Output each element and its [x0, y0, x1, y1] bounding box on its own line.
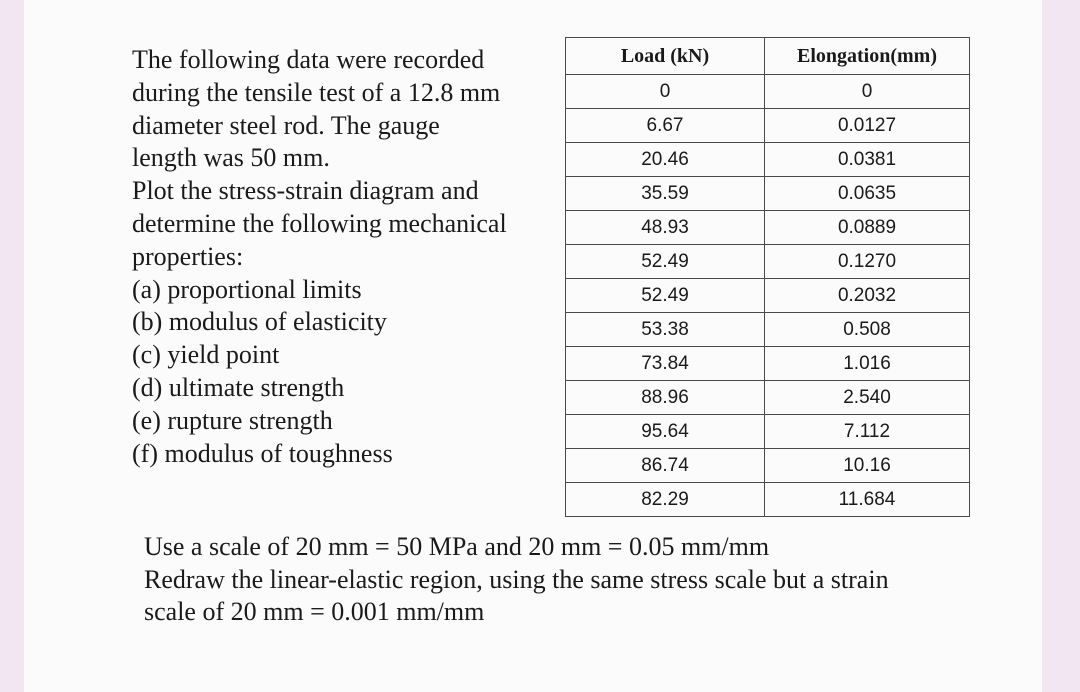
table-row [566, 313, 970, 347]
load-cell: 88.96 [566, 381, 765, 415]
table-row [566, 143, 970, 177]
load-cell: 6.67 [566, 109, 765, 143]
elongation-cell: 0.1270 [765, 245, 970, 279]
table-row [566, 245, 970, 279]
load-cell: 95.64 [566, 415, 765, 449]
table-header-row [566, 38, 970, 75]
elongation-cell: 0.0889 [765, 211, 970, 245]
elongation-cell: 0 [765, 75, 970, 109]
problem-line: The following data were recorded [132, 45, 485, 74]
problem-line: (d) ultimate strength [132, 372, 345, 402]
scale-instructions [144, 531, 889, 629]
table-row [566, 109, 970, 143]
elongation-cell: 7.112 [765, 415, 970, 449]
elongation-cell: 0.508 [765, 313, 970, 347]
elongation-cell: 0.2032 [765, 279, 970, 313]
column-header-load: Load (kN) [566, 38, 765, 75]
problem-line: (e) rupture strength [132, 405, 333, 435]
table-row [566, 177, 970, 211]
load-cell: 35.59 [566, 177, 765, 211]
instruction-line: Redraw the linear-elastic region, using the same stress scale but a strain [144, 564, 889, 594]
column-header-elongation: Elongation(mm) [765, 38, 970, 75]
elongation-cell: 0.0381 [765, 143, 970, 177]
problem-line: during the tensile test of a 12.8 mm [132, 77, 501, 107]
table-row [566, 211, 970, 245]
table-row [566, 279, 970, 313]
load-cell: 73.84 [566, 347, 765, 381]
problem-line: Plot the stress-strain diagram and [132, 176, 479, 206]
load-cell: 82.29 [566, 483, 765, 517]
load-cell: 53.38 [566, 313, 765, 347]
elongation-cell: 0.0127 [765, 109, 970, 143]
problem-statement [132, 44, 562, 470]
problem-line: (b) modulus of elasticity [132, 307, 387, 337]
table-row [566, 483, 970, 517]
load-cell: 52.49 [566, 279, 765, 313]
table-row [566, 449, 970, 483]
problem-line: diameter steel rod. The gauge [132, 110, 440, 140]
problem-line: (c) yield point [132, 340, 280, 370]
problem-line: properties: [132, 241, 244, 271]
instruction-line: scale of 20 mm = 0.001 mm/mm [144, 597, 485, 626]
instruction-line: Use a scale of 20 mm = 50 MPa and 20 mm = 0.05 mm/mm [144, 532, 770, 561]
problem-line: (f) modulus of toughness [132, 438, 393, 468]
problem-line: length was 50 mm. [132, 143, 330, 173]
table-row [566, 381, 970, 415]
load-elongation-table [565, 37, 970, 517]
elongation-cell: 1.016 [765, 347, 970, 381]
load-cell: 48.93 [566, 211, 765, 245]
table-row [566, 347, 970, 381]
document-page [24, 0, 1042, 692]
load-cell: 52.49 [566, 245, 765, 279]
problem-line: determine the following mechanical [132, 208, 507, 238]
load-cell: 20.46 [566, 143, 765, 177]
elongation-cell: 2.540 [765, 381, 970, 415]
load-cell: 0 [566, 75, 765, 109]
table-row [566, 415, 970, 449]
elongation-cell: 0.0635 [765, 177, 970, 211]
elongation-cell: 10.16 [765, 449, 970, 483]
table-row [566, 75, 970, 109]
elongation-cell: 11.684 [765, 483, 970, 517]
problem-line: (a) proportional limits [132, 274, 362, 304]
load-cell: 86.74 [566, 449, 765, 483]
